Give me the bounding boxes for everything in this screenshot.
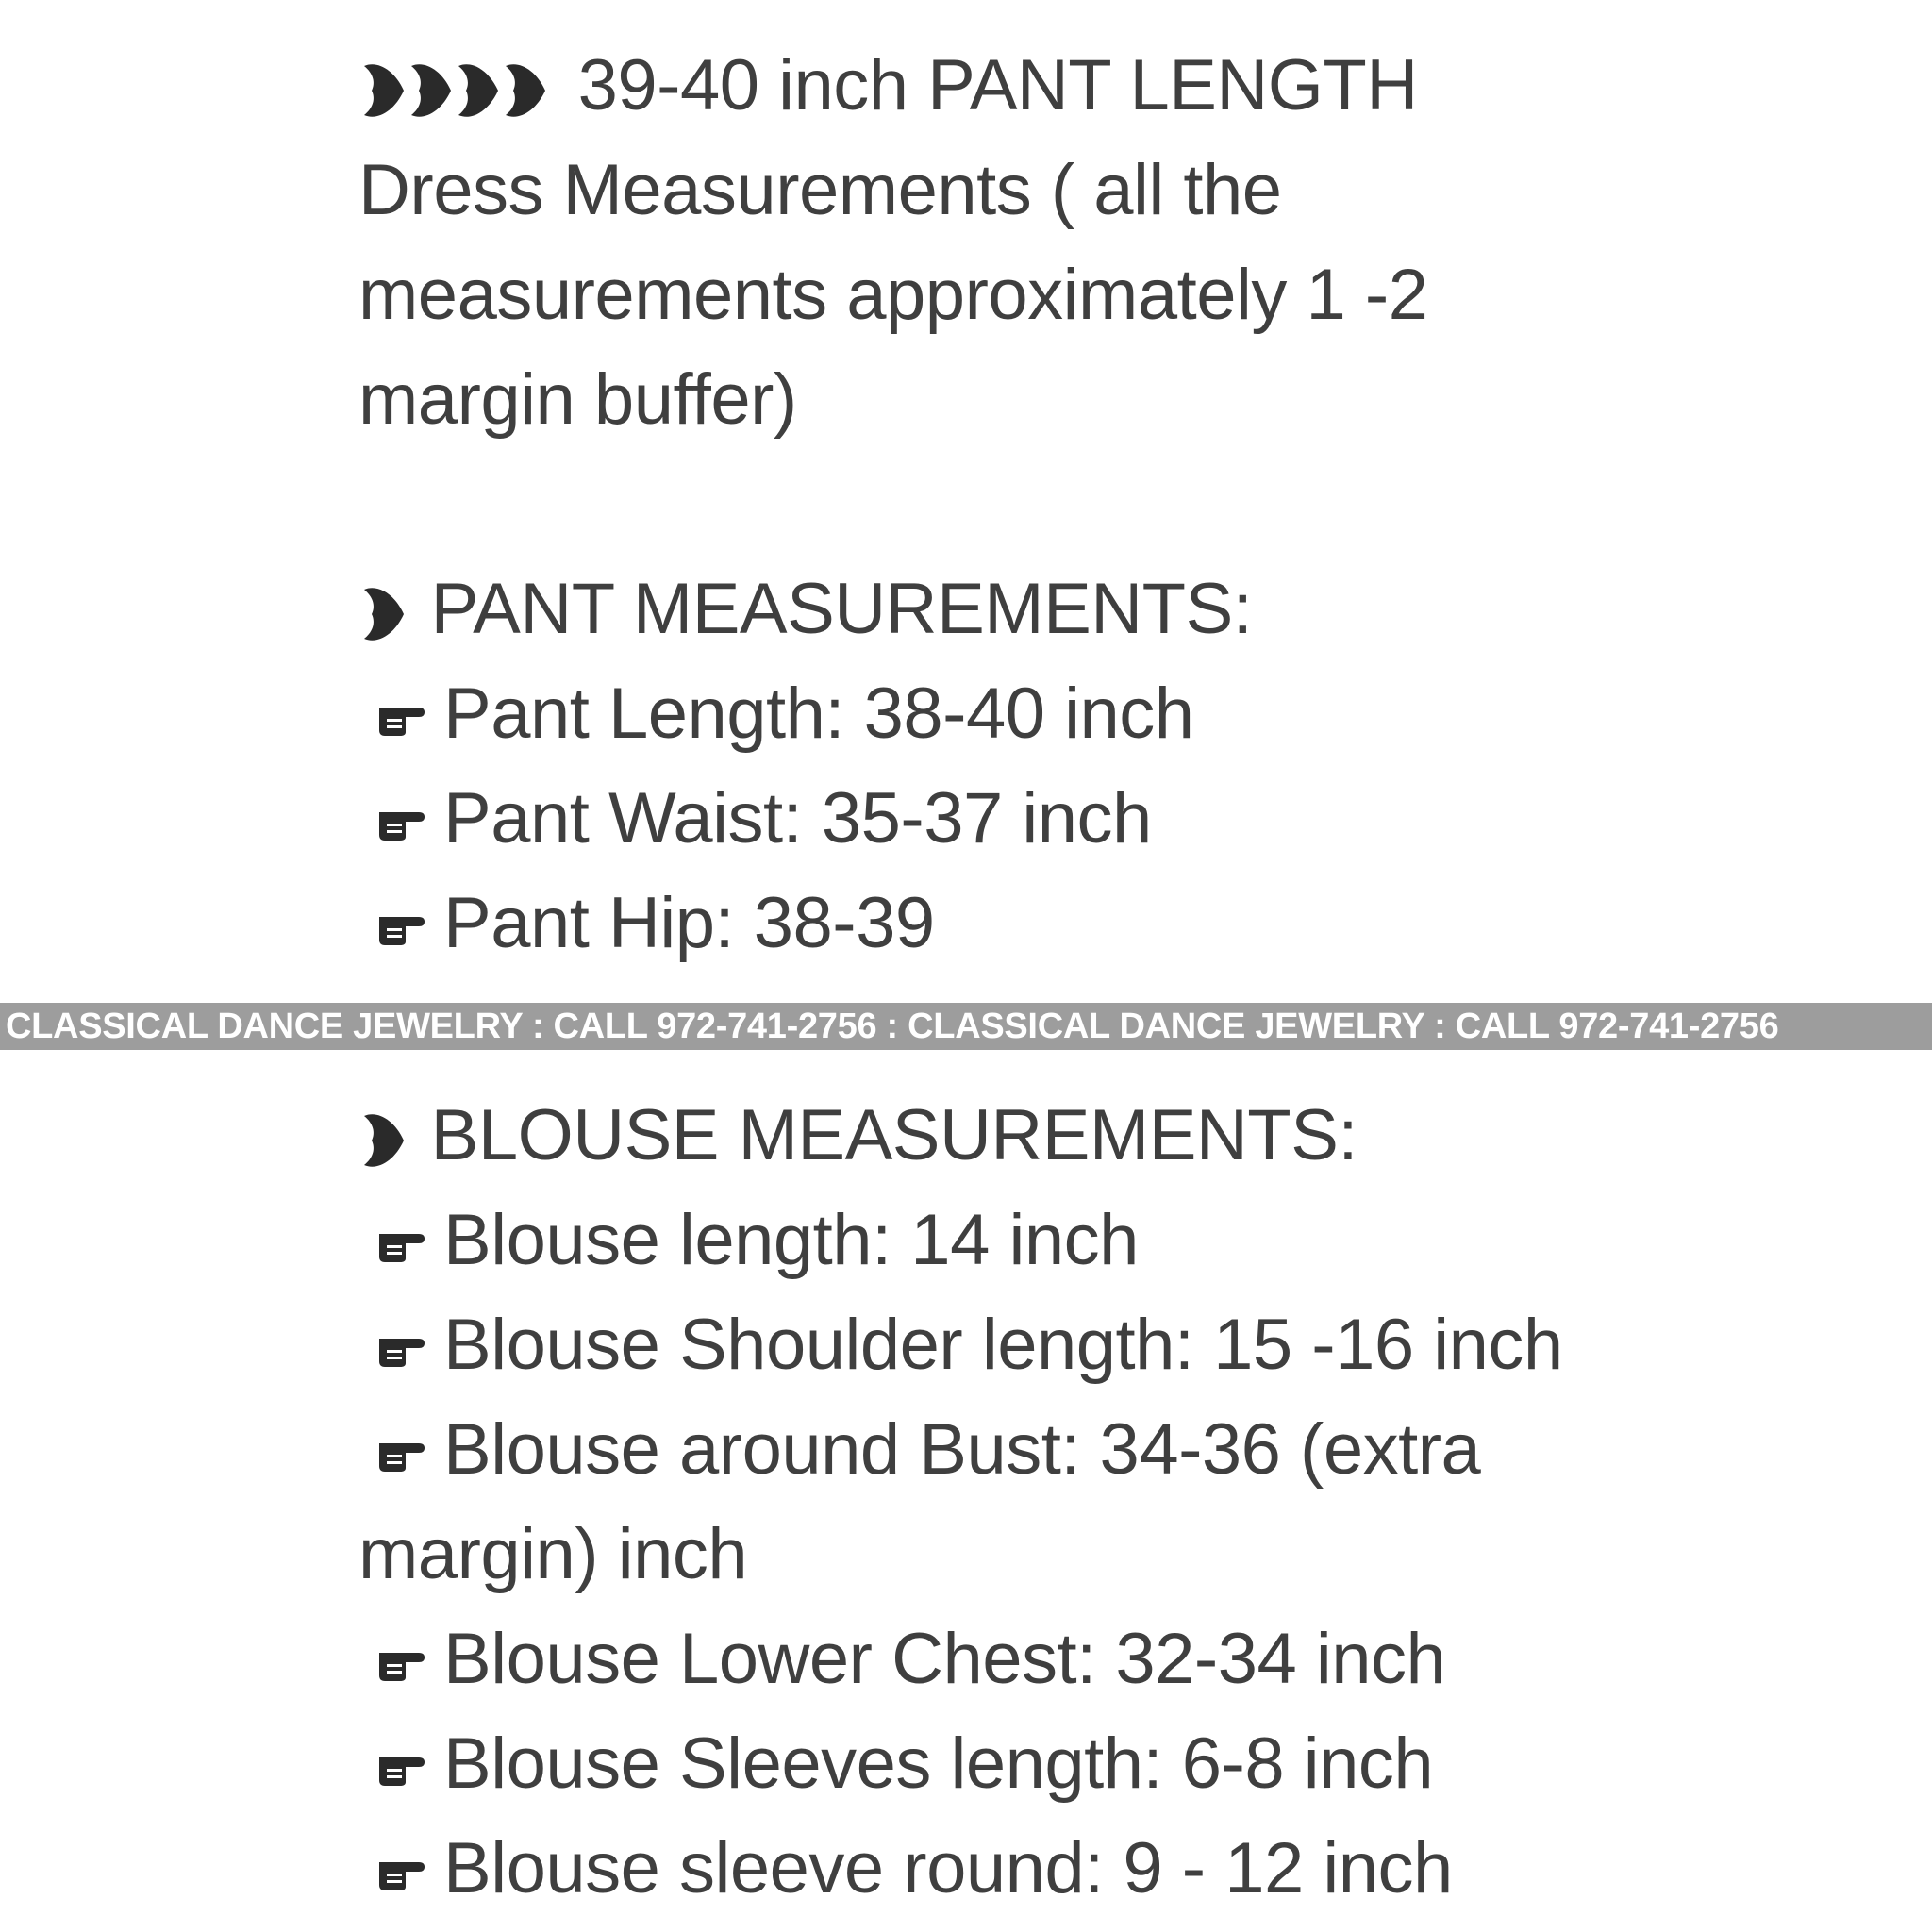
pointing-hand-icon bbox=[377, 909, 425, 947]
pant-item bbox=[358, 661, 1906, 766]
pant-length-heading-line bbox=[358, 33, 1906, 138]
pant-hip-text: Pant Hip: 38-39 bbox=[443, 883, 935, 963]
blouse-bust-text: Blouse around Bust: 34-36 (extra bbox=[443, 1409, 1481, 1490]
blouse-measurements-heading: BLOUSE MEASUREMENTS: bbox=[430, 1095, 1358, 1175]
pointing-hand-icon bbox=[377, 1226, 425, 1264]
blouse-bust-text-continued: margin) inch bbox=[358, 1514, 748, 1594]
blouse-item bbox=[358, 1292, 1906, 1397]
pointing-hand-icon bbox=[377, 700, 425, 738]
pant-item bbox=[358, 766, 1906, 871]
pointing-hand-icon bbox=[377, 1331, 425, 1369]
blouse-sleeves-length-text: Blouse Sleeves length: 6-8 inch bbox=[443, 1724, 1434, 1804]
measurements-upper-section bbox=[358, 33, 1906, 975]
pant-item bbox=[358, 871, 1906, 975]
heart-icon bbox=[358, 1110, 411, 1171]
pant-length-heading: 39-40 inch PANT LENGTH bbox=[577, 45, 1418, 125]
blouse-measurements-heading-line bbox=[358, 1083, 1906, 1188]
blouse-item bbox=[358, 1711, 1906, 1816]
blouse-sleeve-round-text: Blouse sleeve round: 9 - 12 inch bbox=[443, 1828, 1453, 1908]
pant-measurements-heading: PANT MEASUREMENTS: bbox=[430, 569, 1253, 649]
dress-measurements-line-2: measurements approximately 1 -2 bbox=[358, 255, 1428, 335]
pant-length-text: Pant Length: 38-40 inch bbox=[443, 674, 1194, 754]
pant-waist-text: Pant Waist: 35-37 inch bbox=[443, 778, 1152, 858]
heart-icon bbox=[358, 584, 411, 644]
pointing-hand-icon bbox=[377, 805, 425, 842]
pant-measurements-heading-line bbox=[358, 557, 1906, 661]
pointing-hand-icon bbox=[377, 1436, 425, 1474]
pointing-hand-icon bbox=[377, 1750, 425, 1788]
dress-measurements-line-1: Dress Measurements ( all the bbox=[358, 150, 1282, 230]
blouse-length-text: Blouse length: 14 inch bbox=[443, 1200, 1139, 1280]
blouse-shoulder-text: Blouse Shoulder length: 15 -16 inch bbox=[443, 1305, 1563, 1385]
blouse-lower-chest-text: Blouse Lower Chest: 32-34 inch bbox=[443, 1619, 1446, 1699]
heart-icon bbox=[358, 60, 558, 121]
dress-measurements-line-3: margin buffer) bbox=[358, 359, 797, 440]
blouse-item bbox=[358, 1816, 1906, 1921]
blouse-item bbox=[358, 1607, 1906, 1711]
watermark-banner: CLASSICAL DANCE JEWELRY : CALL 972-741-2756 : CLASSICAL DANCE JEWELRY : CALL 972-741-2756 bbox=[0, 1003, 1932, 1050]
blank-line bbox=[358, 452, 1906, 557]
blouse-item bbox=[358, 1397, 1906, 1502]
pointing-hand-icon bbox=[377, 1645, 425, 1683]
measurements-lower-section bbox=[358, 1083, 1906, 1921]
pointing-hand-icon bbox=[377, 1855, 425, 1892]
blouse-item bbox=[358, 1188, 1906, 1292]
